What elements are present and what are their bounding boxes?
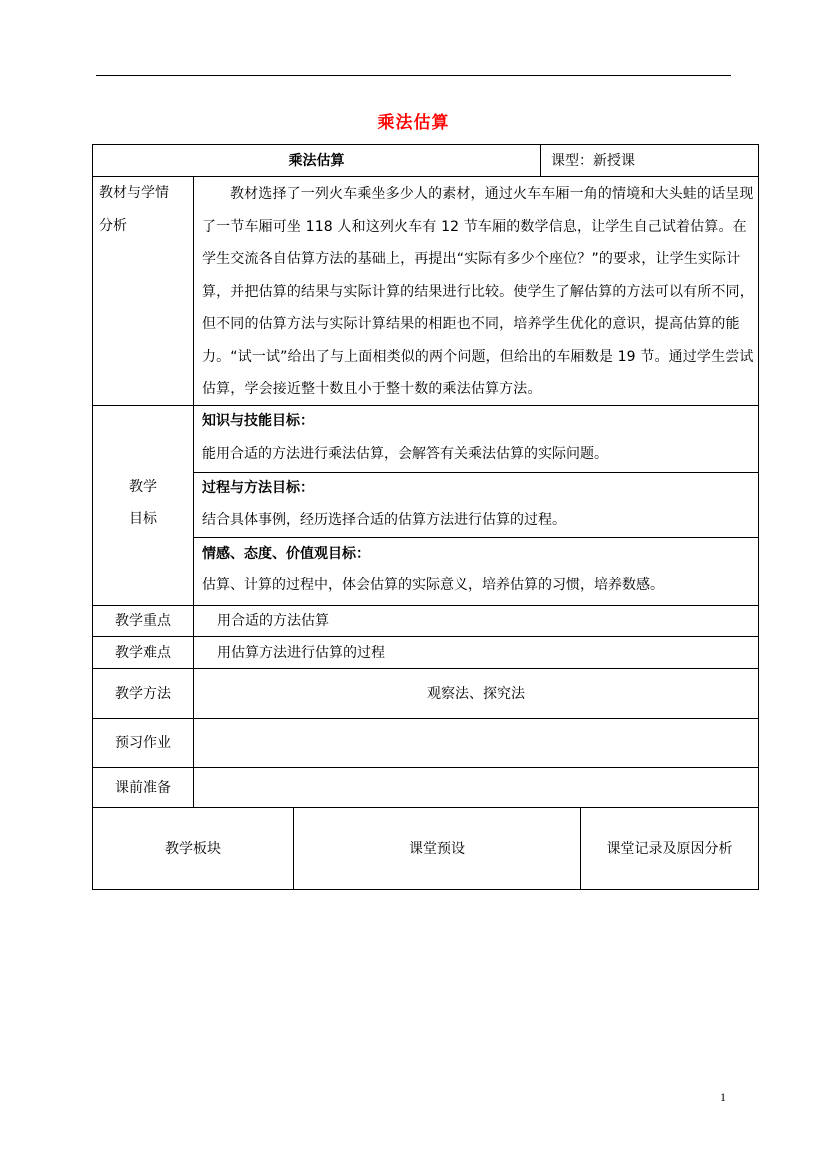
- key-point-value-cell: [193, 605, 759, 637]
- emotion-goal-cell: [193, 537, 759, 606]
- preview-value-cell: [193, 718, 759, 768]
- preparation-label-cell: [92, 767, 194, 808]
- knowledge-goal-heading: 知识与技能目标：: [202, 413, 314, 429]
- analysis-label-line1: 教材与学情: [99, 185, 169, 201]
- difficulty-label: 教学难点: [115, 644, 171, 661]
- process-goal-text: 结合具体事例，经历选择合适的估算方法进行估算的过程。: [202, 512, 566, 528]
- knowledge-goal-cell: [193, 405, 759, 473]
- preview-label-cell: [92, 718, 194, 768]
- process-goal-heading: 过程与方法目标：: [202, 480, 314, 496]
- difficulty-value-cell: [193, 636, 759, 669]
- page-number: 1: [720, 1090, 726, 1104]
- key-point-label-cell: [92, 605, 194, 637]
- header-rule: [96, 75, 731, 76]
- method-label: 教学方法: [115, 685, 171, 702]
- teaching-block-label: 教学板块: [165, 840, 221, 857]
- teaching-block-header: [92, 807, 294, 890]
- class-record-header: [580, 807, 759, 890]
- preparation-value-cell: [193, 767, 759, 808]
- class-record-label: 课堂记录及原因分析: [606, 840, 733, 857]
- method-label-cell: [92, 668, 194, 719]
- lesson-title-cell: [92, 144, 541, 177]
- emotion-goal-heading: 情感、态度、价值观目标：: [202, 546, 370, 562]
- analysis-content-cell: [193, 176, 759, 406]
- analysis-text: 教材选择了一列火车乘坐多少人的素材，通过火车车厢一角的情境和大头蛙的话呈现了一节车厢可坐 118 人和这列火车有 12 节车厢的数学信息，让学生自己试着估算。在学生交流各自估算方法的基础上，再提出“实际有多少个座位？”的要求，让学生实际计算，并把估算的结果与实际计算的结果进行比较。使学生了解估算的方法可以有所不同，但不同的估算方法与实际计算结果的相距也不同，培养学生优化的意识，提高估算的能力。“试一试”给出了与上面相类似的两个问题，但给出的车厢数是 19 节。通过学生尝试估算，学会接近整十数且小于整十数的乘法估算方法。: [202, 186, 754, 397]
- goals-label-line2: 目标: [129, 511, 157, 527]
- analysis-label-line2: 分析: [99, 218, 127, 234]
- preview-label: 预习作业: [115, 735, 171, 751]
- method-value-cell: [193, 668, 759, 719]
- lesson-type: 课型：新授课: [551, 152, 635, 169]
- document-title: 乘法估算: [377, 113, 450, 133]
- class-plan-header: [293, 807, 581, 890]
- lesson-type-cell: [540, 144, 759, 177]
- difficulty-value: 用估算方法进行估算的过程: [217, 644, 385, 661]
- process-goal-cell: [193, 472, 759, 538]
- knowledge-goal-text: 能用合适的方法进行乘法估算，会解答有关乘法估算的实际问题。: [202, 446, 608, 462]
- difficulty-label-cell: [92, 636, 194, 669]
- lesson-title: 乘法估算: [288, 152, 345, 169]
- emotion-goal-text: 估算、计算的过程中，体会估算的实际意义，培养估算的习惯，培养数感。: [202, 577, 664, 593]
- key-point-label: 教学重点: [115, 613, 171, 629]
- preparation-label: 课前准备: [115, 779, 171, 796]
- analysis-label-cell: [92, 176, 194, 406]
- method-value: 观察法、探究法: [427, 685, 525, 702]
- goals-label-cell: [92, 405, 194, 606]
- class-plan-label: 课堂预设: [409, 840, 465, 857]
- goals-label-line1: 教学: [129, 479, 157, 495]
- key-point-value: 用合适的方法估算: [217, 613, 329, 629]
